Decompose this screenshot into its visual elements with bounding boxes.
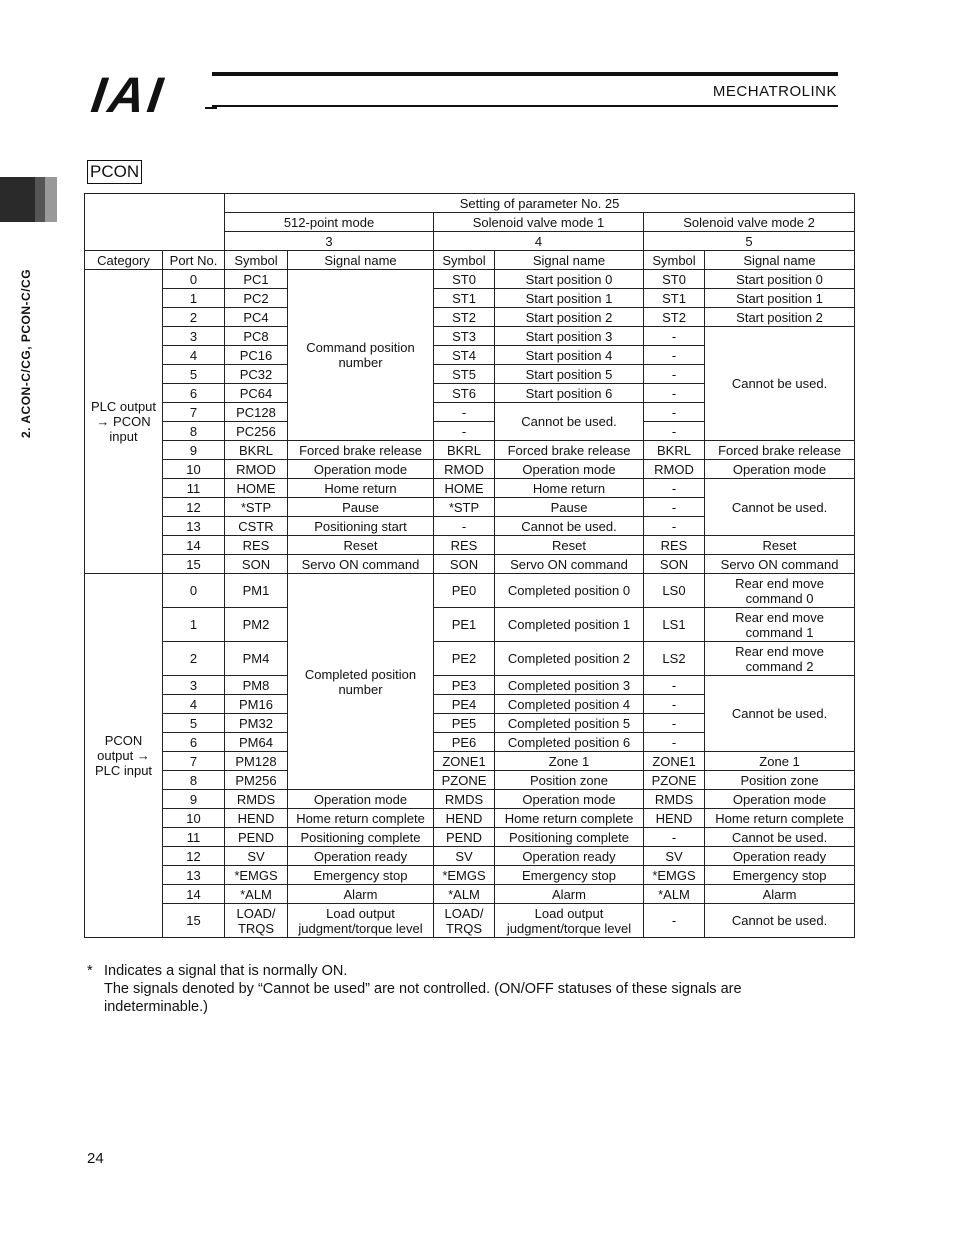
symbol-sv1: BKRL (434, 441, 495, 460)
signal-sv2: Home return complete (705, 809, 855, 828)
signal-sv2: Cannot be used. (705, 327, 855, 441)
signal-sv2: Reset (705, 536, 855, 555)
symbol-sv1: *STP (434, 498, 495, 517)
table-row (85, 479, 855, 498)
signal-512: Home return complete (288, 809, 434, 828)
signal-sv1: Load output judgment/torque level (495, 904, 644, 938)
port-no: 9 (163, 441, 225, 460)
signal-sv1: Cannot be used. (495, 403, 644, 441)
signal-sv2: Rear end move command 1 (705, 608, 855, 642)
symbol-sv1: - (434, 517, 495, 536)
signal-sv1: Start position 6 (495, 384, 644, 403)
symbol-512: PC4 (225, 308, 288, 327)
symbol-sv2: - (644, 828, 705, 847)
port-no: 4 (163, 346, 225, 365)
symbol-512: PC1 (225, 270, 288, 289)
symbol-sv2: - (644, 403, 705, 422)
port-no: 13 (163, 866, 225, 885)
table-row (85, 536, 855, 555)
symbol-sv1: ST3 (434, 327, 495, 346)
signal-sv2: Operation mode (705, 460, 855, 479)
column-header: Signal name (705, 251, 855, 270)
symbol-sv2: PZONE (644, 771, 705, 790)
symbol-sv2: ZONE1 (644, 752, 705, 771)
signal-sv1: Completed position 4 (495, 695, 644, 714)
symbol-512: PEND (225, 828, 288, 847)
port-no: 7 (163, 752, 225, 771)
signal-sv1: Zone 1 (495, 752, 644, 771)
port-no: 3 (163, 676, 225, 695)
signal-sv2: Cannot be used. (705, 676, 855, 752)
symbol-512: PM32 (225, 714, 288, 733)
table-row (85, 270, 855, 289)
symbol-512: PC256 (225, 422, 288, 441)
signal-sv1: Completed position 5 (495, 714, 644, 733)
symbol-sv2: ST2 (644, 308, 705, 327)
footnote-line-1: Indicates a signal that is normally ON. (104, 963, 348, 979)
signal-sv2: Start position 0 (705, 270, 855, 289)
signal-512: Alarm (288, 885, 434, 904)
symbol-sv2: - (644, 327, 705, 346)
table-row (85, 441, 855, 460)
symbol-512: SV (225, 847, 288, 866)
column-header: Symbol (644, 251, 705, 270)
signal-sv1: Start position 0 (495, 270, 644, 289)
port-no: 13 (163, 517, 225, 536)
symbol-512: PM16 (225, 695, 288, 714)
symbol-sv2: SON (644, 555, 705, 574)
symbol-sv2: - (644, 904, 705, 938)
symbol-512: PM256 (225, 771, 288, 790)
signal-sv1: Pause (495, 498, 644, 517)
port-no: 15 (163, 555, 225, 574)
symbol-sv2: HEND (644, 809, 705, 828)
column-header: Signal name (288, 251, 434, 270)
signal-512: Positioning complete (288, 828, 434, 847)
port-no: 5 (163, 365, 225, 384)
signal-sv2: Forced brake release (705, 441, 855, 460)
table-row (85, 790, 855, 809)
mode-number: 5 (644, 232, 855, 251)
symbol-512: PM64 (225, 733, 288, 752)
symbol-sv1: *ALM (434, 885, 495, 904)
signal-512: Servo ON command (288, 555, 434, 574)
iai-logo: IAI (88, 67, 169, 123)
header-rule-tail (205, 107, 217, 109)
symbol-512: PC32 (225, 365, 288, 384)
signal-512: Forced brake release (288, 441, 434, 460)
signal-sv1: Start position 2 (495, 308, 644, 327)
signal-sv1: Operation mode (495, 790, 644, 809)
symbol-512: PC8 (225, 327, 288, 346)
symbol-sv1: - (434, 422, 495, 441)
header-rule-top (212, 72, 838, 76)
symbol-sv2: RES (644, 536, 705, 555)
mode-header: Solenoid valve mode 2 (644, 213, 855, 232)
symbol-sv2: BKRL (644, 441, 705, 460)
port-no: 3 (163, 327, 225, 346)
signal-sv1: Operation mode (495, 460, 644, 479)
footnotes (87, 962, 847, 1016)
signal-sv1: Home return (495, 479, 644, 498)
column-header: Category (85, 251, 163, 270)
table-row (85, 904, 855, 938)
symbol-sv2: RMOD (644, 460, 705, 479)
symbol-sv2: SV (644, 847, 705, 866)
symbol-sv1: HEND (434, 809, 495, 828)
symbol-sv1: PE0 (434, 574, 495, 608)
signal-sv1: Start position 5 (495, 365, 644, 384)
chapter-tab (0, 177, 35, 222)
symbol-512: PC128 (225, 403, 288, 422)
column-header: Symbol (225, 251, 288, 270)
symbol-512: *STP (225, 498, 288, 517)
symbol-sv2: - (644, 498, 705, 517)
signal-sv1: Completed position 3 (495, 676, 644, 695)
signal-512: Operation mode (288, 790, 434, 809)
signal-sv1: Emergency stop (495, 866, 644, 885)
symbol-sv1: ST2 (434, 308, 495, 327)
symbol-512: PM4 (225, 642, 288, 676)
symbol-sv1: PEND (434, 828, 495, 847)
symbol-sv2: *ALM (644, 885, 705, 904)
symbol-sv1: SON (434, 555, 495, 574)
port-no: 9 (163, 790, 225, 809)
symbol-sv1: PE3 (434, 676, 495, 695)
symbol-sv2: - (644, 733, 705, 752)
signal-sv1: Completed position 2 (495, 642, 644, 676)
header-rule-bottom (212, 105, 838, 107)
header-row-param (85, 194, 855, 213)
symbol-512: PM2 (225, 608, 288, 642)
symbol-512: LOAD/ TRQS (225, 904, 288, 938)
symbol-sv1: ST0 (434, 270, 495, 289)
symbol-sv1: - (434, 403, 495, 422)
table-row (85, 771, 855, 790)
column-header: Signal name (495, 251, 644, 270)
brand-label: MECHATROLINK (712, 83, 837, 100)
category-cell: PLC output → PCON input (85, 270, 163, 574)
symbol-512: *EMGS (225, 866, 288, 885)
signal-sv1: Positioning complete (495, 828, 644, 847)
port-no: 1 (163, 608, 225, 642)
symbol-512: BKRL (225, 441, 288, 460)
signal-sv1: Operation ready (495, 847, 644, 866)
column-header: Port No. (163, 251, 225, 270)
signal-512: Command position number (288, 270, 434, 441)
port-no: 1 (163, 289, 225, 308)
symbol-sv2: - (644, 384, 705, 403)
chapter-tab-shade (35, 177, 45, 222)
port-no: 2 (163, 642, 225, 676)
port-no: 10 (163, 460, 225, 479)
table-row (85, 885, 855, 904)
table-row (85, 828, 855, 847)
signal-sv2: Zone 1 (705, 752, 855, 771)
symbol-512: PC16 (225, 346, 288, 365)
symbol-sv2: *EMGS (644, 866, 705, 885)
signal-sv2: Alarm (705, 885, 855, 904)
symbol-sv1: RMDS (434, 790, 495, 809)
signal-sv2: Servo ON command (705, 555, 855, 574)
signal-sv1: Reset (495, 536, 644, 555)
port-no: 5 (163, 714, 225, 733)
chapter-side-label: 2. ACON-C/CG, PCON-C/CG (19, 268, 33, 438)
signal-sv2: Start position 2 (705, 308, 855, 327)
symbol-sv2: ST1 (644, 289, 705, 308)
symbol-sv1: ST1 (434, 289, 495, 308)
port-no: 2 (163, 308, 225, 327)
port-no: 0 (163, 270, 225, 289)
category-cell: PCON output → PLC input (85, 574, 163, 938)
signal-512: Pause (288, 498, 434, 517)
symbol-512: RMDS (225, 790, 288, 809)
corner-cell (85, 194, 225, 251)
table-row (85, 555, 855, 574)
port-no: 12 (163, 498, 225, 517)
port-no: 4 (163, 695, 225, 714)
table-row (85, 308, 855, 327)
signal-512: Reset (288, 536, 434, 555)
signal-sv2: Cannot be used. (705, 479, 855, 536)
table-row (85, 866, 855, 885)
symbol-sv2: LS2 (644, 642, 705, 676)
table-row (85, 608, 855, 642)
header-row-columns (85, 251, 855, 270)
signal-512: Completed position number (288, 574, 434, 790)
symbol-sv2: - (644, 517, 705, 536)
signal-sv1: Servo ON command (495, 555, 644, 574)
port-no: 7 (163, 403, 225, 422)
signal-sv1: Start position 3 (495, 327, 644, 346)
signal-sv1: Forced brake release (495, 441, 644, 460)
symbol-512: PC64 (225, 384, 288, 403)
symbol-sv2: - (644, 365, 705, 384)
symbol-sv2: - (644, 422, 705, 441)
symbol-512: PM128 (225, 752, 288, 771)
signal-sv2: Rear end move command 0 (705, 574, 855, 608)
symbol-sv1: ST6 (434, 384, 495, 403)
signal-sv1: Home return complete (495, 809, 644, 828)
signal-sv1: Cannot be used. (495, 517, 644, 536)
symbol-512: PM1 (225, 574, 288, 608)
signal-sv1: Completed position 0 (495, 574, 644, 608)
symbol-512: HEND (225, 809, 288, 828)
table-row (85, 327, 855, 346)
symbol-sv1: PE4 (434, 695, 495, 714)
signal-sv1: Completed position 1 (495, 608, 644, 642)
table-row (85, 847, 855, 866)
table-row (85, 574, 855, 608)
table-row (85, 642, 855, 676)
port-no: 6 (163, 733, 225, 752)
symbol-sv2: LS1 (644, 608, 705, 642)
symbol-sv2: - (644, 479, 705, 498)
signal-512: Positioning start (288, 517, 434, 536)
symbol-sv1: PE2 (434, 642, 495, 676)
port-no: 6 (163, 384, 225, 403)
port-no: 8 (163, 771, 225, 790)
symbol-sv1: PE1 (434, 608, 495, 642)
symbol-sv1: PE5 (434, 714, 495, 733)
symbol-sv1: ST4 (434, 346, 495, 365)
signal-sv1: Start position 4 (495, 346, 644, 365)
symbol-sv2: - (644, 695, 705, 714)
symbol-sv2: - (644, 346, 705, 365)
symbol-512: RMOD (225, 460, 288, 479)
symbol-512: RES (225, 536, 288, 555)
param-header: Setting of parameter No. 25 (225, 194, 855, 213)
symbol-512: CSTR (225, 517, 288, 536)
port-no: 10 (163, 809, 225, 828)
mode-number: 4 (434, 232, 644, 251)
table-row (85, 289, 855, 308)
signal-512: Load output judgment/torque level (288, 904, 434, 938)
symbol-sv1: HOME (434, 479, 495, 498)
chapter-tab-light (45, 177, 57, 222)
signal-sv2: Operation mode (705, 790, 855, 809)
signal-512: Home return (288, 479, 434, 498)
footnote-asterisk: * (87, 963, 93, 979)
mode-header: Solenoid valve mode 1 (434, 213, 644, 232)
symbol-sv1: SV (434, 847, 495, 866)
symbol-sv1: LOAD/ TRQS (434, 904, 495, 938)
column-header: Symbol (434, 251, 495, 270)
port-no: 12 (163, 847, 225, 866)
table-row (85, 752, 855, 771)
signal-sv1: Alarm (495, 885, 644, 904)
signal-sv2: Cannot be used. (705, 904, 855, 938)
signal-sv1: Start position 1 (495, 289, 644, 308)
section-title: PCON (87, 160, 142, 184)
symbol-sv1: ZONE1 (434, 752, 495, 771)
table-row (85, 809, 855, 828)
symbol-sv1: RMOD (434, 460, 495, 479)
signal-table (84, 193, 855, 938)
symbol-512: PM8 (225, 676, 288, 695)
symbol-sv1: PE6 (434, 733, 495, 752)
signal-512: Emergency stop (288, 866, 434, 885)
port-no: 11 (163, 828, 225, 847)
signal-512: Operation ready (288, 847, 434, 866)
page-number: 24 (87, 1150, 104, 1167)
symbol-512: HOME (225, 479, 288, 498)
mode-number: 3 (225, 232, 434, 251)
port-no: 0 (163, 574, 225, 608)
signal-sv2: Cannot be used. (705, 828, 855, 847)
symbol-sv1: PZONE (434, 771, 495, 790)
signal-sv2: Start position 1 (705, 289, 855, 308)
table-row (85, 676, 855, 695)
symbol-sv1: ST5 (434, 365, 495, 384)
signal-sv2: Position zone (705, 771, 855, 790)
footnote-line-2: The signals denoted by “Cannot be used” are not controlled. (ON/OFF statuses of these signals are indeterminable.) (104, 981, 742, 1015)
table-row (85, 460, 855, 479)
symbol-sv2: ST0 (644, 270, 705, 289)
signal-sv2: Rear end move command 2 (705, 642, 855, 676)
signal-sv2: Operation ready (705, 847, 855, 866)
mode-header: 512-point mode (225, 213, 434, 232)
symbol-512: *ALM (225, 885, 288, 904)
symbol-sv2: - (644, 714, 705, 733)
port-no: 14 (163, 885, 225, 904)
signal-512: Operation mode (288, 460, 434, 479)
symbol-sv2: RMDS (644, 790, 705, 809)
symbol-sv1: *EMGS (434, 866, 495, 885)
signal-sv1: Completed position 6 (495, 733, 644, 752)
symbol-sv1: RES (434, 536, 495, 555)
port-no: 11 (163, 479, 225, 498)
port-no: 14 (163, 536, 225, 555)
signal-sv2: Emergency stop (705, 866, 855, 885)
port-no: 15 (163, 904, 225, 938)
symbol-512: SON (225, 555, 288, 574)
symbol-sv2: LS0 (644, 574, 705, 608)
symbol-sv2: - (644, 676, 705, 695)
port-no: 8 (163, 422, 225, 441)
symbol-512: PC2 (225, 289, 288, 308)
signal-sv1: Position zone (495, 771, 644, 790)
